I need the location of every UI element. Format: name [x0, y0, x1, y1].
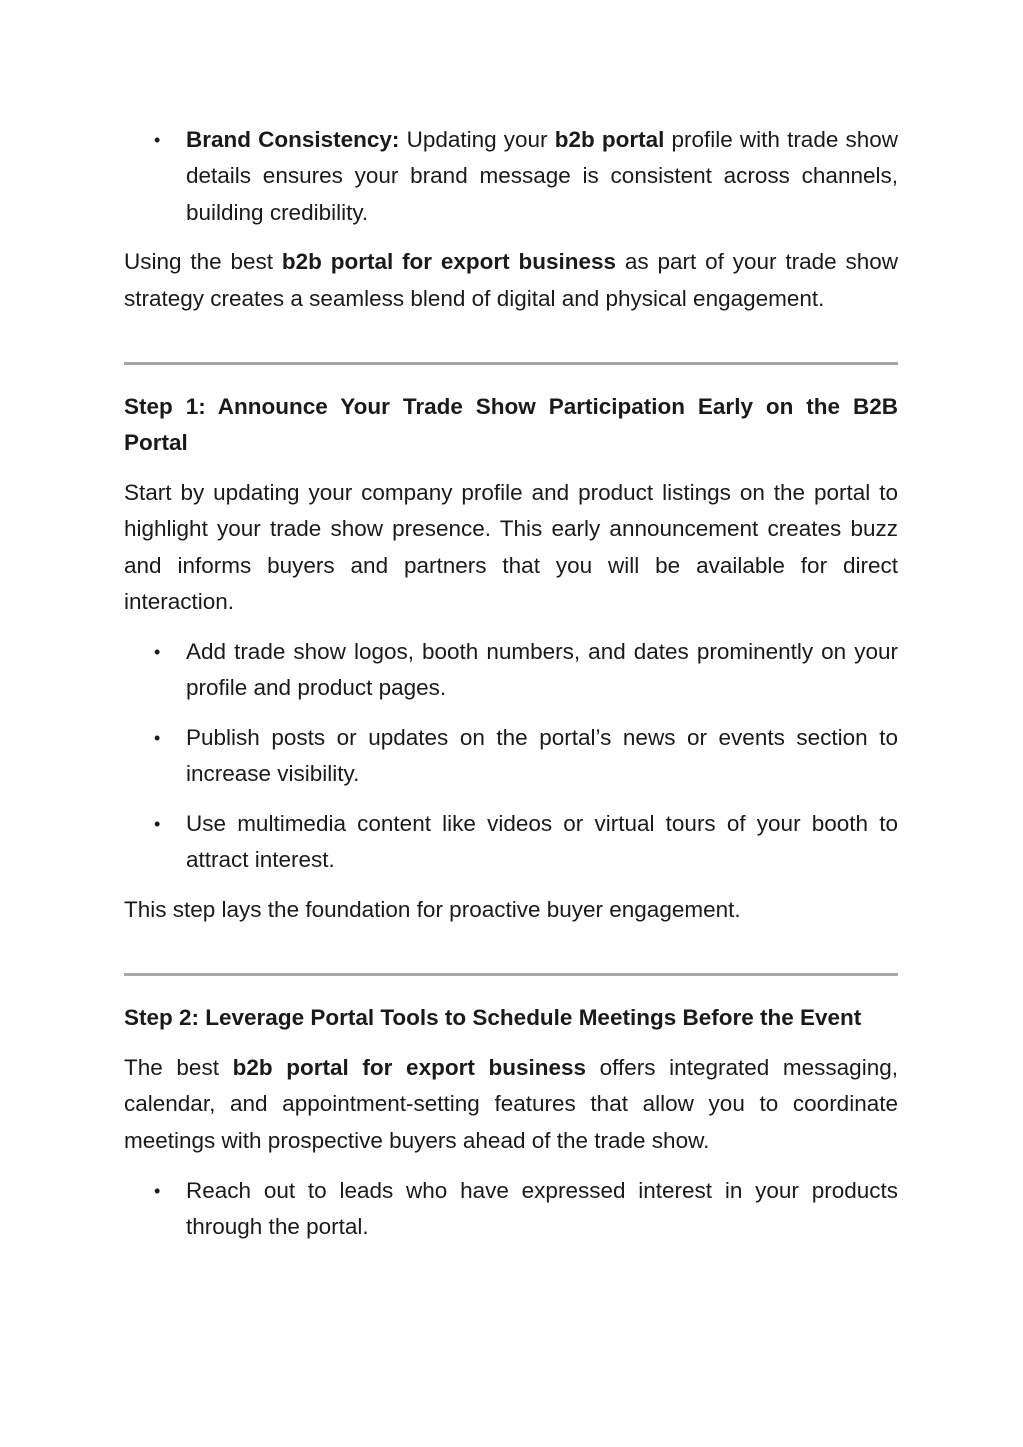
list-item: • Use multimedia content like videos or virtual tours of your booth to attract interest. [124, 806, 898, 879]
bullet-icon: • [154, 641, 161, 662]
bullet-icon: • [154, 130, 161, 150]
step1-heading: Step 1: Announce Your Trade Show Participation Early on the B2B Portal [124, 393, 898, 456]
section-divider [124, 973, 898, 976]
step2-bullet-list [124, 1173, 898, 1246]
brand-consistency-label: Brand Consistency: [186, 127, 400, 152]
bullet-icon: • [154, 1180, 161, 1201]
intro-paragraph: Using the best b2b portal for export business as part of your trade show strategy creates a seamless blend of digital and physical engagement. [124, 249, 898, 311]
intro-bullet-list [124, 122, 898, 231]
list-item: • Add trade show logos, booth numbers, and dates prominently on your profile and product pages. [124, 634, 898, 707]
bullet-icon: • [154, 813, 161, 834]
step2-heading: Step 2: Leverage Portal Tools to Schedule Meetings Before the Event [124, 1005, 862, 1031]
list-item: • Publish posts or updates on the portal’s news or events section to increase visibility. [124, 720, 898, 793]
step1-closing: This step lays the foundation for proactive buyer engagement. [124, 897, 741, 923]
step1-bullet-list [124, 634, 898, 879]
document-page [124, 122, 898, 1259]
step2-paragraph: The best b2b portal for export business offers integrated messaging, calendar, and appointment-setting features that allow you to coordinate meetings with prospective buyers ahead of the trade show. [124, 1055, 898, 1153]
list-item: • Brand Consistency: Updating your b2b portal profile with trade show details ensures your brand message is consistent across channels, building credibility. [124, 122, 898, 231]
step1-paragraph: Start by updating your company profile and product listings on the portal to highlight your trade show presence. This early announcement creates buzz and informs buyers and partners that you will be available for direct interaction. [124, 480, 898, 614]
list-item: • Reach out to leads who have expressed interest in your products through the portal. [124, 1173, 898, 1246]
section-divider [124, 362, 898, 365]
bullet-icon: • [154, 727, 161, 748]
